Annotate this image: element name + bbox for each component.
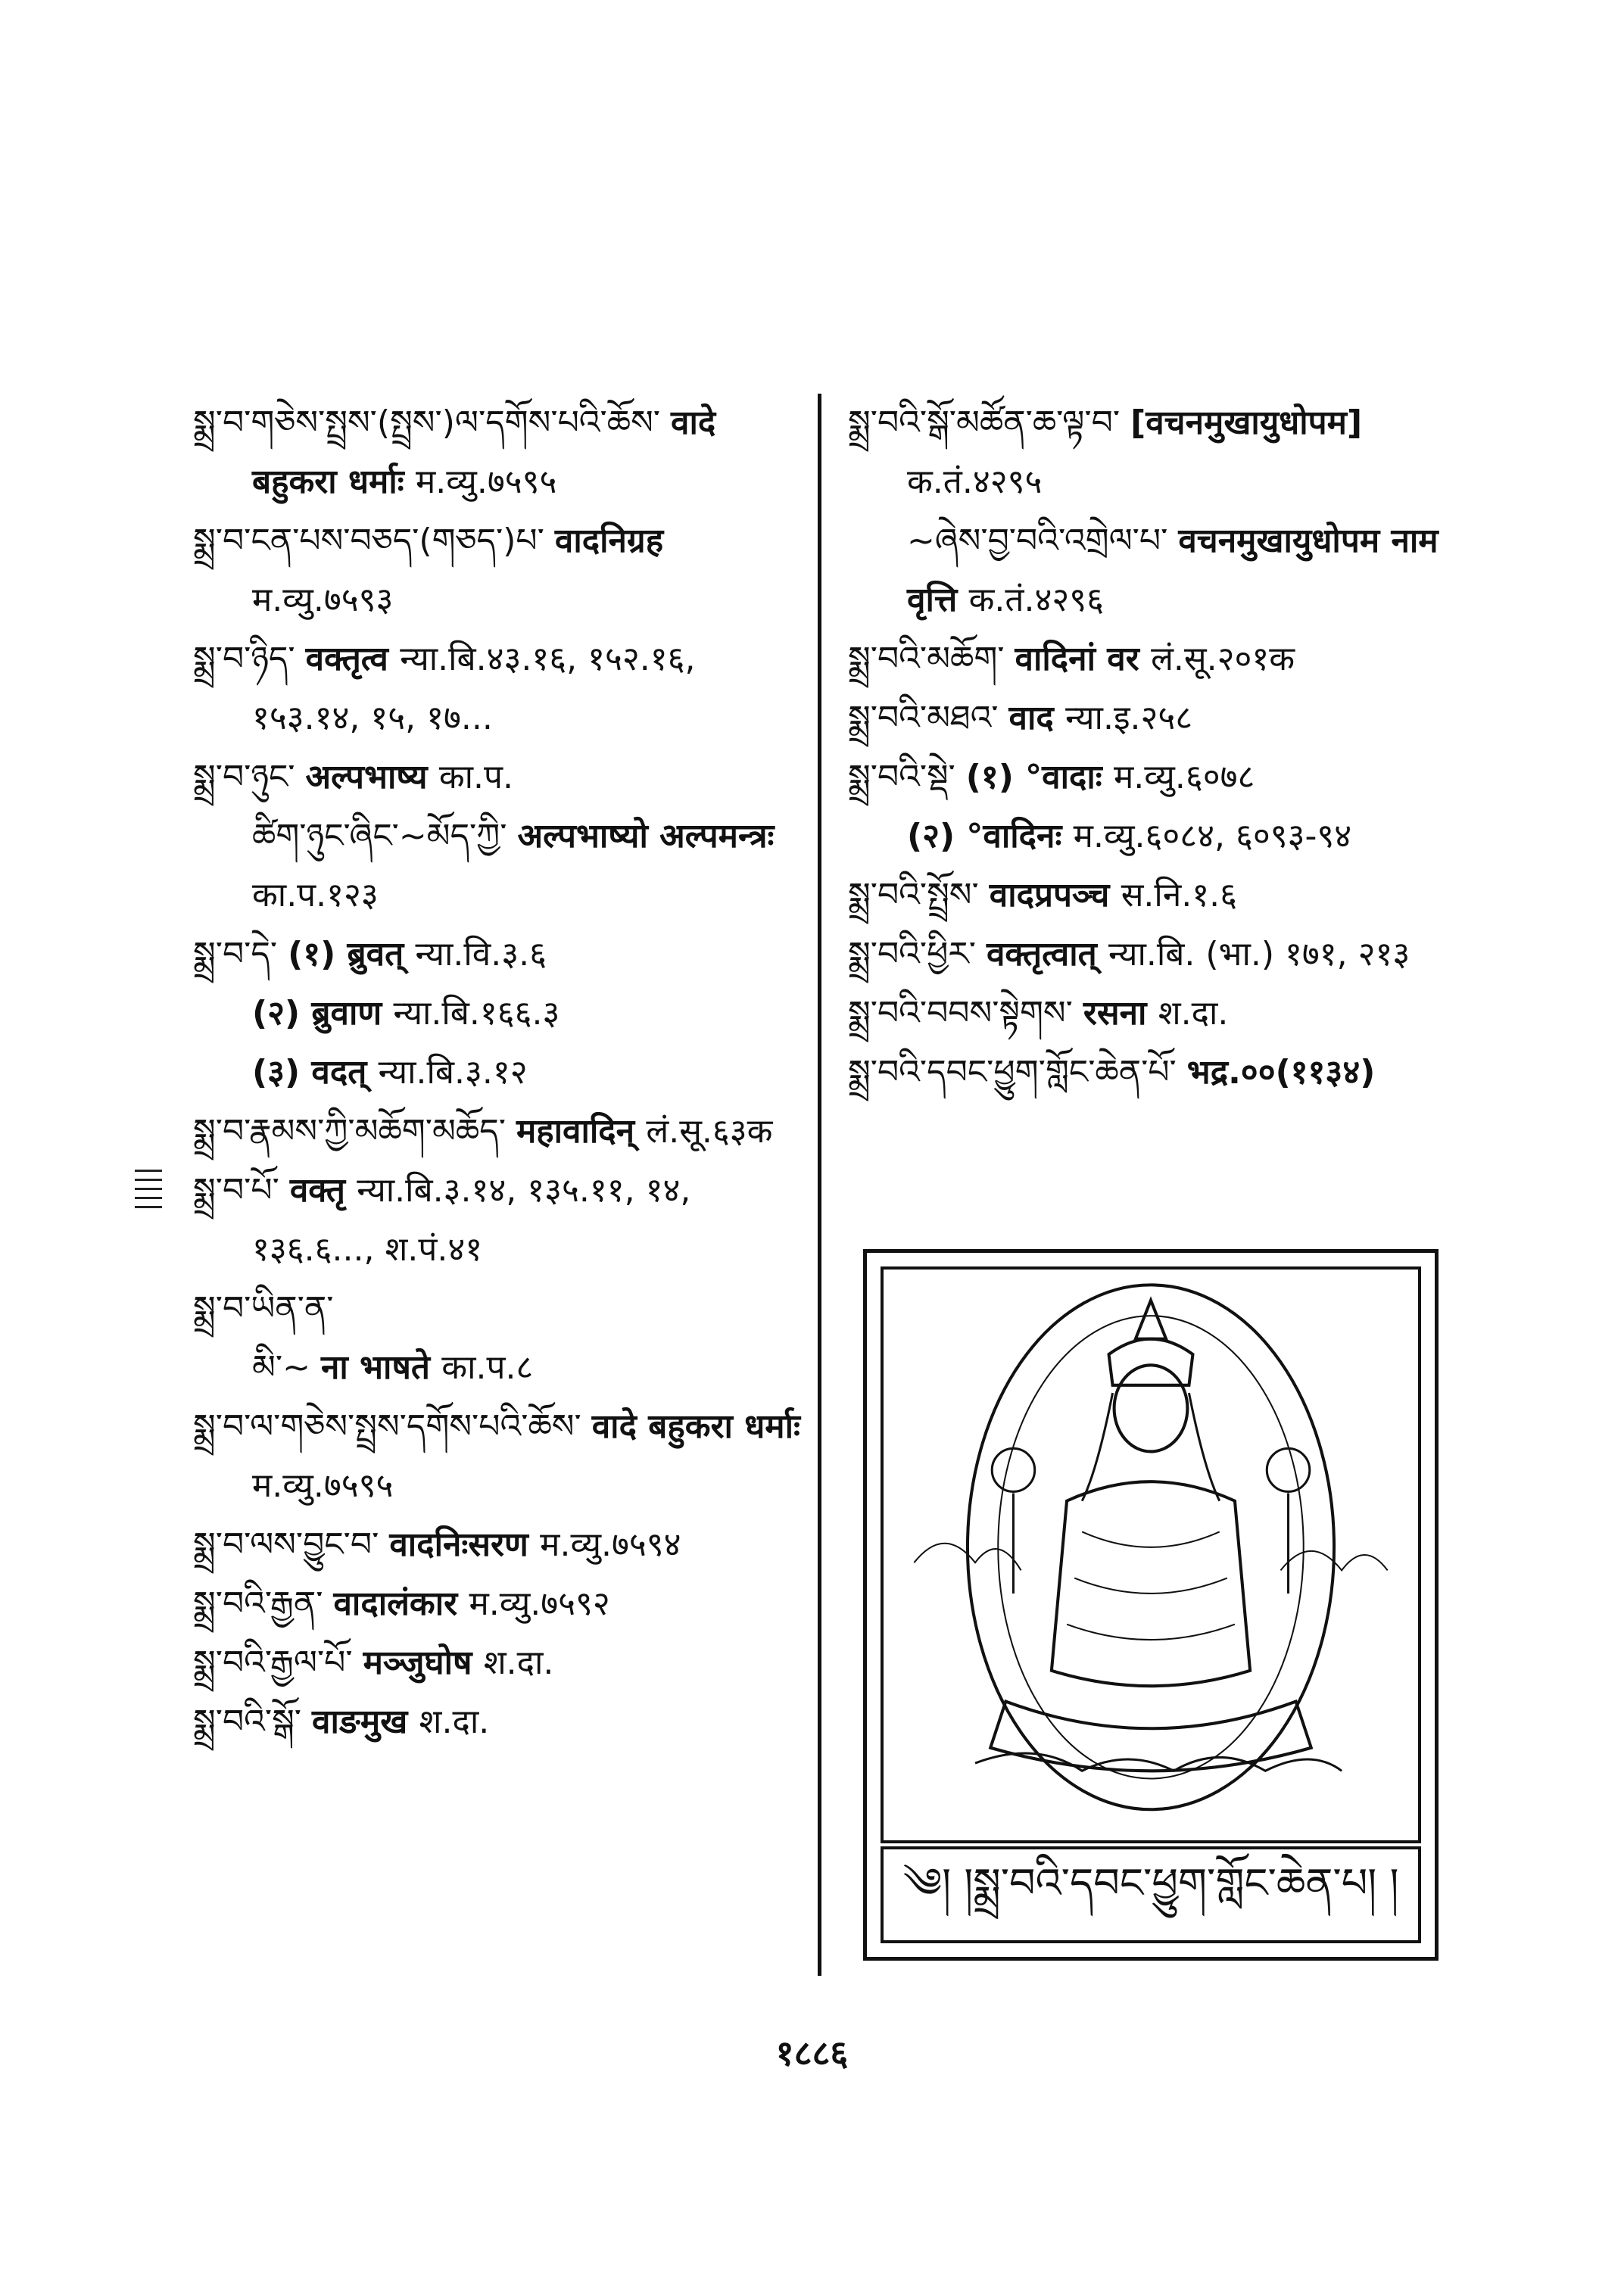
entry-gloss: वादे बहुकरा धर्माः: [591, 1407, 800, 1446]
entry-reference: न्या.बि.१६६.३: [393, 994, 560, 1033]
entry-gloss: (३) वदत्: [252, 1053, 379, 1092]
entry-gloss: (२) ब्रुवाण: [252, 994, 394, 1033]
dictionary-entry: [193, 630, 806, 748]
entry-reference: क.तं.४२९५: [907, 463, 1043, 501]
entry-gloss: [वचनमुखायुधोपम]: [1130, 403, 1363, 442]
dictionary-entry: [848, 925, 1446, 984]
dictionary-entry: [193, 748, 806, 807]
entry-gloss: वक्तृत्व: [305, 640, 401, 678]
entry-headword: སྨྲ་བའི་སྡེ་: [848, 758, 966, 796]
dictionary-entry: [193, 925, 806, 984]
entry-reference: लं.सू.६३क: [646, 1112, 773, 1151]
entry-headword: སྨྲ་བའི་དབང་ཕྱུག་གློང་ཆེན་པོ་: [848, 1053, 1187, 1092]
entry-gloss: वाङमुख: [312, 1703, 419, 1741]
entry-headword: སྨྲ་བ་ངན་པས་བཅད་(གཅད་)པ་: [193, 522, 555, 560]
entry-reference: म.व्यु.६०८४, ६०९३-९४: [1073, 817, 1352, 855]
entry-reference: न्या.बि. (भा.) १७१, २१३: [1108, 935, 1410, 974]
entry-gloss: अल्पभाष्यो अल्पमन्त्रः: [517, 817, 775, 855]
entry-reference: म.व्यु.७५९५: [415, 463, 557, 501]
column-divider: [818, 394, 821, 1976]
dictionary-entry: [193, 1516, 806, 1575]
entry-headword: སྨྲ་བ་གཅེས་སྤྲས་(སྤྲས་)ལ་དགོས་པའི་ཆོས་: [193, 403, 672, 442]
entry-reference: का.प.: [438, 758, 513, 796]
entry-headword: སྨྲ་བ་དེ་: [193, 935, 288, 974]
dictionary-entry: [848, 748, 1446, 807]
entry-headword: སྨྲ་བའི་བབས་སྟེགས་: [848, 994, 1083, 1033]
entry-gloss: वचनमुखायुधोपम नाम वृत्ति: [907, 522, 1439, 619]
entry-headword: མི་~: [252, 1348, 321, 1387]
entry-gloss: भद्र.००(११३४): [1186, 1053, 1376, 1092]
entry-gloss: रसना: [1083, 994, 1158, 1033]
entry-gloss: (१) ब्रुवत्: [288, 935, 416, 974]
entry-reference: न्या.बि.३.१२: [378, 1053, 528, 1092]
entry-reference: का.प.१२३: [252, 876, 379, 914]
entry-headword: སྨྲ་བ་ཉིད་: [193, 640, 306, 678]
entry-reference: म.व्यु.७५९५: [252, 1466, 394, 1505]
dictionary-entry: [193, 1161, 806, 1279]
entry-reference: लं.सू.२०१क: [1151, 640, 1295, 678]
dictionary-entry: [193, 394, 806, 512]
entry-headword: སྨྲ་བའི་མཆོག་: [848, 640, 1015, 678]
dictionary-entry: [848, 512, 1446, 630]
dictionary-entry: [193, 807, 806, 925]
entry-gloss: वादे बहुकरा धर्माः: [252, 403, 716, 501]
dictionary-entry: [848, 394, 1446, 512]
dictionary-entry: [193, 1693, 806, 1752]
entry-headword: སྨྲ་བ་པོ་: [193, 1171, 290, 1210]
entry-gloss: वादालंकार: [333, 1584, 469, 1623]
entry-reference: का.प.८: [441, 1348, 534, 1387]
dictionary-entry: [193, 1575, 806, 1634]
left-column: [193, 394, 806, 1752]
dictionary-entry: [193, 512, 806, 630]
entry-gloss: वाद: [1008, 699, 1066, 737]
entry-headword: སྨྲ་བ་ཡིན་ན་: [193, 1289, 334, 1328]
entry-headword: སྨྲ་བ་རྣམས་ཀྱི་མཆོག་མཆོད་: [193, 1112, 516, 1151]
entry-reference: न्या.बि.३.१४, १३५.११, १४, १३६.६..., श.पं.४१: [252, 1171, 691, 1269]
entry-headword: ཚིག་ཉུང་ཞིང་~མོད་ཀྱི་: [252, 817, 518, 855]
entry-gloss: वक्तृ: [289, 1171, 357, 1210]
entry-headword: སྨྲ་བའི་རྒྱན་: [193, 1584, 334, 1623]
page-number: १८८६: [775, 2033, 849, 2073]
entry-reference: श.दा.: [1158, 994, 1229, 1033]
entry-headword: སྨྲ་བ་ལས་བྱུང་བ་: [193, 1525, 390, 1564]
dictionary-entry: [193, 1102, 806, 1161]
entry-gloss: वादप्रपञ्च: [989, 876, 1121, 914]
dictionary-entry: [193, 1279, 806, 1338]
entry-headword: སྨྲ་བའི་རྒྱལ་པོ་: [193, 1643, 363, 1682]
dictionary-entry: [848, 984, 1446, 1043]
entry-reference: क.तं.४२९६: [968, 581, 1104, 619]
entry-reference: म.व्यु.७५९२: [469, 1584, 610, 1623]
entry-headword: སྨྲ་བའི་སྤྲོས་: [848, 876, 990, 914]
entry-headword: སྨྲ་བའི་སྒོ་མཚོན་ཆ་ལྟ་བ་: [848, 403, 1131, 442]
entry-reference: म.व्यु.७५९३: [252, 581, 394, 619]
entry-gloss: अल्पभाष्य: [305, 758, 439, 796]
dictionary-entry: [848, 689, 1446, 748]
entry-reference: न्या.बि.४३.१६, १५२.१६, १५३.१४, १५, १७...: [252, 640, 696, 737]
dictionary-entry: [193, 1634, 806, 1693]
dictionary-entry: [848, 1043, 1446, 1102]
illustration-frame: [863, 1249, 1439, 1961]
thumb-index-mark: [135, 1170, 162, 1223]
illustration-caption: ༄། །སྨྲ་བའི་དབང་ཕྱུག་གློང་ཆེན་པ། །: [881, 1846, 1421, 1943]
entry-gloss: वादिनां वर: [1015, 640, 1152, 678]
entry-headword: སྨྲ་བའི་ཕྱིར་: [848, 935, 987, 974]
entry-gloss: (२) °वादिनः: [907, 817, 1074, 855]
entry-gloss: महावादिन्: [516, 1112, 647, 1151]
dictionary-entry: [193, 1338, 806, 1397]
entry-gloss: वादनिग्रह: [554, 522, 664, 560]
illustration-image: [881, 1266, 1421, 1843]
entry-reference: म.व्यु.६०७८: [1113, 758, 1255, 796]
entry-gloss: (१) °वादाः: [965, 758, 1114, 796]
right-column: [848, 394, 1446, 1102]
entry-headword: སྨྲ་བ་ཉུང་: [193, 758, 306, 796]
dictionary-entry: [193, 984, 806, 1043]
dictionary-entry: [193, 1043, 806, 1102]
entry-gloss: मञ्जुघोष: [363, 1643, 484, 1682]
entry-reference: म.व्यु.७५९४: [540, 1525, 681, 1564]
entry-reference: श.दा.: [483, 1643, 554, 1682]
entry-gloss: ना भाषते: [320, 1348, 442, 1387]
entry-gloss: वक्तृत्वात्: [986, 935, 1108, 974]
seated-figure-drawing: [884, 1270, 1418, 1840]
entry-reference: स.नि.१.६: [1121, 876, 1237, 914]
entry-headword: སྨྲ་བ་ལ་གཅེས་སྤྲས་དགོས་པའི་ཆོས་: [193, 1407, 592, 1446]
entry-headword: ~ཞེས་བྱ་བའི་འགྲེལ་པ་: [907, 522, 1179, 560]
entry-reference: न्या.इ.२५८: [1065, 699, 1193, 737]
dictionary-entry: [848, 866, 1446, 925]
dictionary-entry: [848, 807, 1446, 866]
entry-headword: སྨྲ་བའི་སྒོ་: [193, 1703, 313, 1741]
dictionary-entry: [193, 1397, 806, 1516]
entry-reference: श.दा.: [419, 1703, 490, 1741]
entry-reference: न्या.वि.३.६: [415, 935, 547, 974]
dictionary-entry: [848, 630, 1446, 689]
entry-headword: སྨྲ་བའི་མཐའ་: [848, 699, 1009, 737]
entry-gloss: वादनिःसरण: [389, 1525, 541, 1564]
